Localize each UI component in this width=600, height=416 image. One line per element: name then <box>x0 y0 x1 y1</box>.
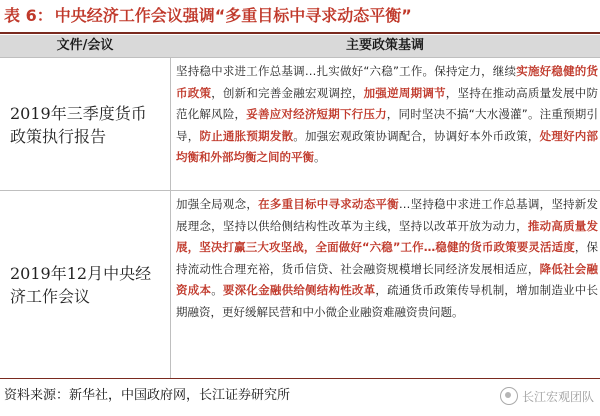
emphasized-text: 处理好内部均衡和外部均衡之间的平衡 <box>176 128 599 165</box>
policy-text: 。 <box>211 283 223 298</box>
row-name-cell <box>0 191 170 379</box>
header-policy-tone: 主要政策基调 <box>345 38 424 53</box>
emphasized-text: 推动高质量发展，坚决打赢三大攻坚战，全面做好“六稳”工作…稳健的货币政策要灵活适度 <box>176 218 599 255</box>
table-row <box>0 190 600 379</box>
policy-text: 。 <box>314 150 326 165</box>
row-name-cell <box>0 58 170 191</box>
table-header <box>0 35 600 57</box>
emphasized-text: 防止通胀预期发散 <box>199 128 294 143</box>
policy-text: ，保持流动性合理充裕，货币信贷、社会融资规模增长同经济发展相适应， <box>176 240 598 276</box>
watermark-text: 长江宏观团队 <box>521 389 594 404</box>
table-number: 表 6： <box>4 6 53 25</box>
policy-text: ，创新和完善金融宏观调控， <box>211 85 364 100</box>
top-rule <box>0 32 600 34</box>
header-document-meeting: 文件/会议 <box>56 38 114 53</box>
policy-text: 。加强宏观政策协调配合，协调好本外币政策， <box>293 128 540 143</box>
emphasized-text: 妥善应对经济短期下行压力 <box>246 107 387 122</box>
table-caption: 中央经济工作会议强调“多重目标中寻求动态平衡” <box>54 6 412 25</box>
row-name: 2019年三季度货币政策执行报告 <box>10 103 147 146</box>
emphasized-text: 要深化金融供给侧结构性改革 <box>222 283 376 298</box>
emphasized-text: 加强逆周期调节 <box>363 85 446 100</box>
policy-text: …坚持稳中求进工作总基调，坚持新发展理念，坚持以供给侧结构性改革为主线，坚持以改革开放为动力， <box>176 197 599 233</box>
emphasized-text: 在多重目标中寻求动态平衡 <box>258 197 399 211</box>
policy-text: ，疏通货币政策传导机制，增加制造业中长期融资，更好缓解民营和中小微企业融资难融资贵问题。 <box>176 283 599 319</box>
table-title <box>4 3 596 29</box>
policy-text-cell <box>170 191 600 324</box>
watermark <box>500 384 594 408</box>
row-name: 2019年12月中央经济工作会议 <box>10 264 152 306</box>
wechat-logo-icon <box>500 387 518 405</box>
bottom-rule <box>0 378 600 379</box>
policy-text: 坚持稳中求进工作总基调…扎实做好“六稳”工作。保持定力，继续 <box>176 64 517 78</box>
emphasized-text: 实施好稳健的货币政策 <box>176 64 598 100</box>
policy-text: 加强全局观念， <box>176 197 259 211</box>
table-row <box>0 57 600 191</box>
emphasized-text: 降低社会融资成本 <box>176 261 599 298</box>
policy-text: ，同时坚决不搞“大水漫灌”。注重预期引导， <box>176 107 598 143</box>
source-note: 资料来源：新华社，中国政府网，长江证券研究所 <box>4 388 291 403</box>
policy-text: ，坚持在推动高质量发展中防范化解风险， <box>176 85 599 122</box>
policy-text-cell <box>170 58 600 169</box>
